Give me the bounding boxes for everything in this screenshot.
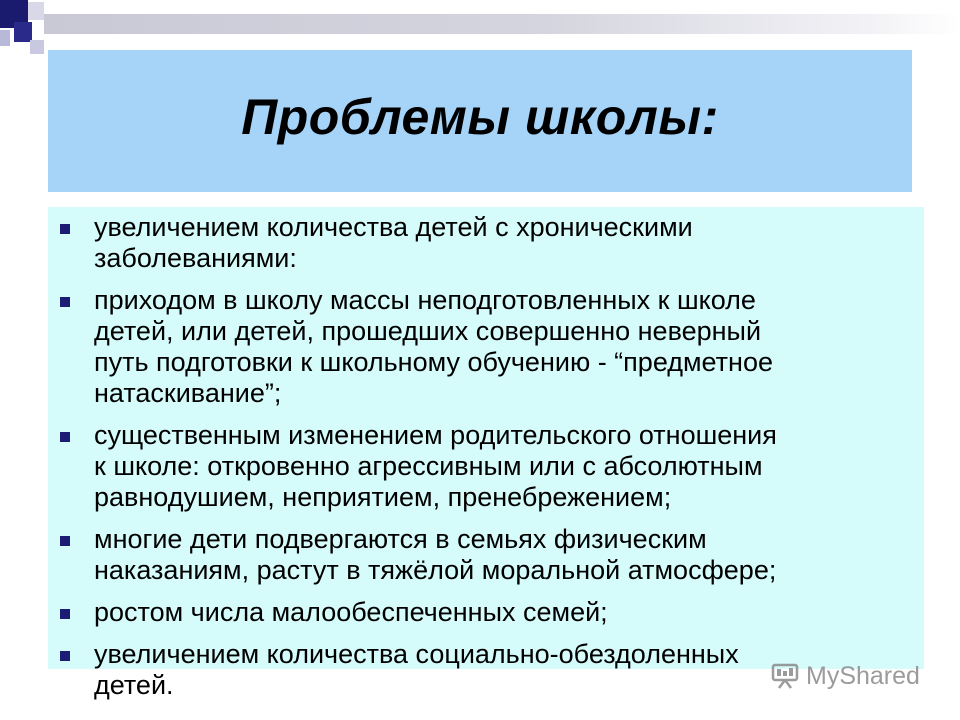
square-bullet-icon bbox=[60, 609, 70, 619]
title-panel bbox=[48, 50, 912, 192]
square-bullet-icon bbox=[60, 432, 70, 442]
bullet-line: натаскивание”; bbox=[94, 378, 282, 408]
bullet-line: наказаниям, растут в тяжёлой моральной атмосфере; bbox=[94, 555, 777, 585]
watermark-text: MyShared bbox=[806, 661, 920, 690]
bullet-line: детей. bbox=[94, 670, 174, 700]
bullet-line: приходом в школу массы неподготовленных к школе bbox=[94, 285, 756, 315]
square-bullet-icon bbox=[60, 297, 70, 307]
corner-square-decoration bbox=[0, 30, 10, 46]
bullet-item bbox=[48, 420, 924, 513]
watermark bbox=[770, 658, 920, 694]
top-gradient-bar bbox=[44, 14, 960, 34]
bullet-item bbox=[48, 597, 924, 628]
bullet-line: заболеваниями: bbox=[94, 243, 297, 273]
bullet-item bbox=[48, 524, 924, 586]
square-bullet-icon bbox=[60, 536, 70, 546]
bullet-line: существенным изменением родительского отношения bbox=[94, 420, 777, 450]
bullet-line: многие дети подвергаются в семьях физическим bbox=[94, 524, 707, 554]
corner-square-decoration bbox=[14, 22, 32, 42]
bullet-line: равнодушием, неприятием, пренебрежением; bbox=[94, 482, 672, 512]
bullet-item bbox=[48, 285, 924, 409]
slide-title: Проблемы школы: bbox=[241, 89, 719, 145]
bullet-line: детей, или детей, прошедших совершенно неверный bbox=[94, 316, 762, 346]
corner-square-decoration bbox=[30, 40, 44, 54]
bullet-line: путь подготовки к школьному обучению - “предметное bbox=[94, 347, 773, 377]
bullet-line: увеличением количества социально-обездоленных bbox=[94, 639, 739, 669]
presentation-board-icon bbox=[770, 662, 800, 690]
bullet-line: к школе: откровенно агрессивным или с абсолютным bbox=[94, 451, 763, 481]
bullet-item bbox=[48, 212, 924, 274]
square-bullet-icon bbox=[60, 651, 70, 661]
bullet-line: увеличением количества детей с хроническими bbox=[94, 212, 693, 242]
bullet-line: ростом числа малообеспеченных семей; bbox=[94, 597, 608, 627]
bullet-list bbox=[48, 212, 924, 701]
corner-square-decoration bbox=[28, 2, 44, 20]
square-bullet-icon bbox=[60, 224, 70, 234]
